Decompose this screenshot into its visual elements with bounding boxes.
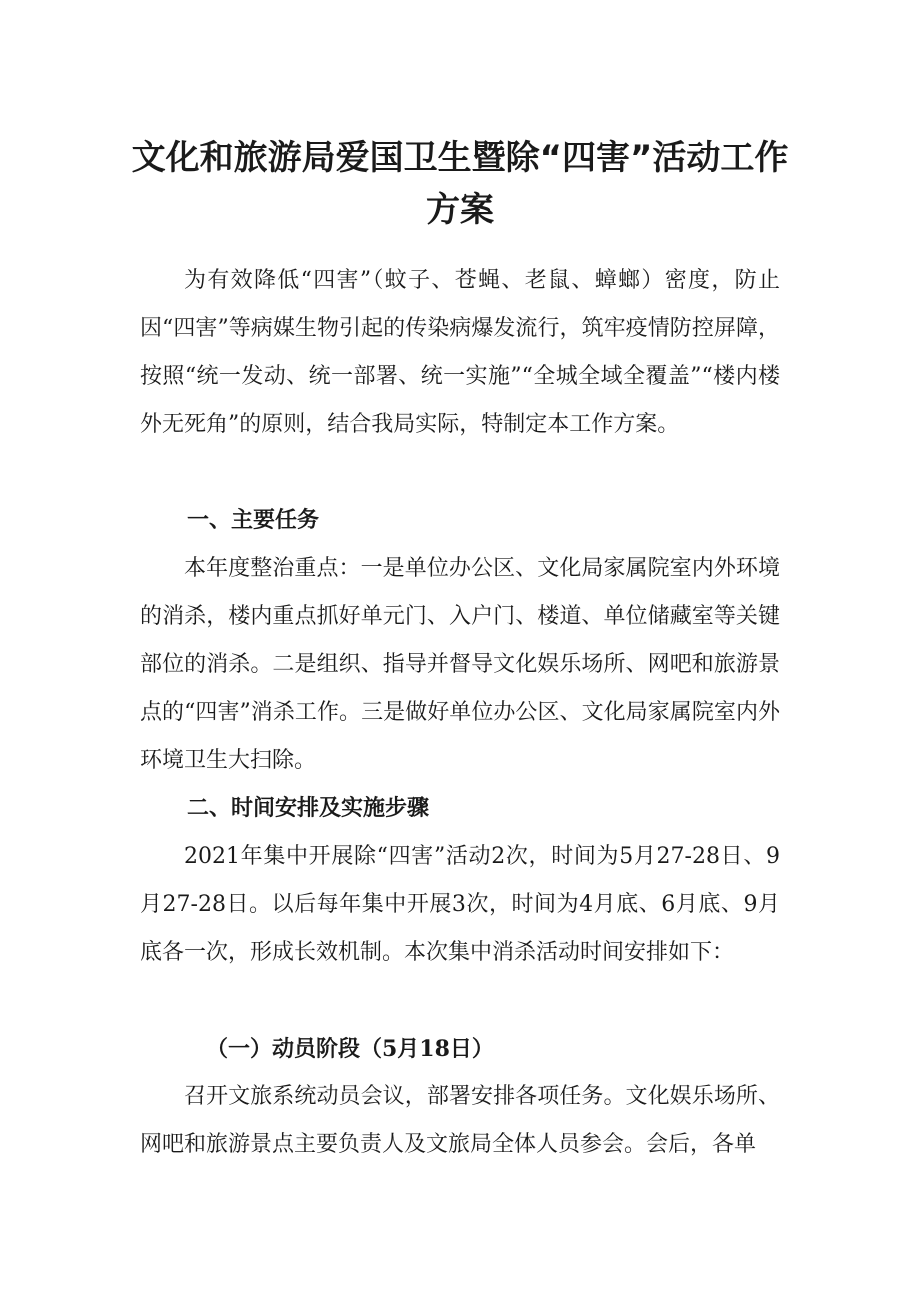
intro-text: 为有效降低“四害”（蚊子、苍蝇、老鼠、蟑螂）密度，防止因“四害”等病媒生物引起的传染病爆发流行，筑牢疫情防控屏障，按照“统一发动、统一部署、统一实施”“全城全域全覆盖”“楼内楼外无死角”的原则，结合我局实际，特制定本工作方案。 — [140, 268, 780, 437]
section-2-paragraph — [140, 833, 780, 977]
subsection-1-text: 召开文旅系统动员会议，部署安排各项任务。文化娱乐场所、网吧和旅游景点主要负责人及文旅局全体人员参会。会后，各单 — [140, 1084, 780, 1157]
subsection-1-paragraph — [140, 1073, 780, 1169]
intro-paragraph — [140, 257, 780, 449]
section-1-paragraph — [140, 545, 780, 785]
subsection-1-heading: （一）动员阶段（5月18日） — [206, 1036, 494, 1062]
document-title-line-2: 方案 — [426, 190, 494, 230]
section-2-heading: 二、时间安排及实施步骤 — [187, 796, 430, 821]
section-1-text: 本年度整治重点：一是单位办公区、文化局家属院室内外环境的消杀，楼内重点抓好单元门、入户门、楼道、单位储藏室等关键部位的消杀。二是组织、指导并督导文化娱乐场所、网吧和旅游景点的“四害”消杀工作。三是做好单位办公区、文化局家属院室内外环境卫生大扫除。 — [140, 556, 780, 773]
document-title-line-1: 文化和旅游局爱国卫生暨除“四害”活动工作 — [131, 138, 789, 178]
section-2-text: 2021年集中开展除“四害”活动2次，时间为5月27-28日、9月27-28日。以后每年集中开展3次，时间为4月底、6月底、9月底各一次，形成长效机制。本次集中消杀活动时间安排如下： — [140, 844, 780, 965]
section-1-heading: 一、主要任务 — [187, 508, 320, 533]
